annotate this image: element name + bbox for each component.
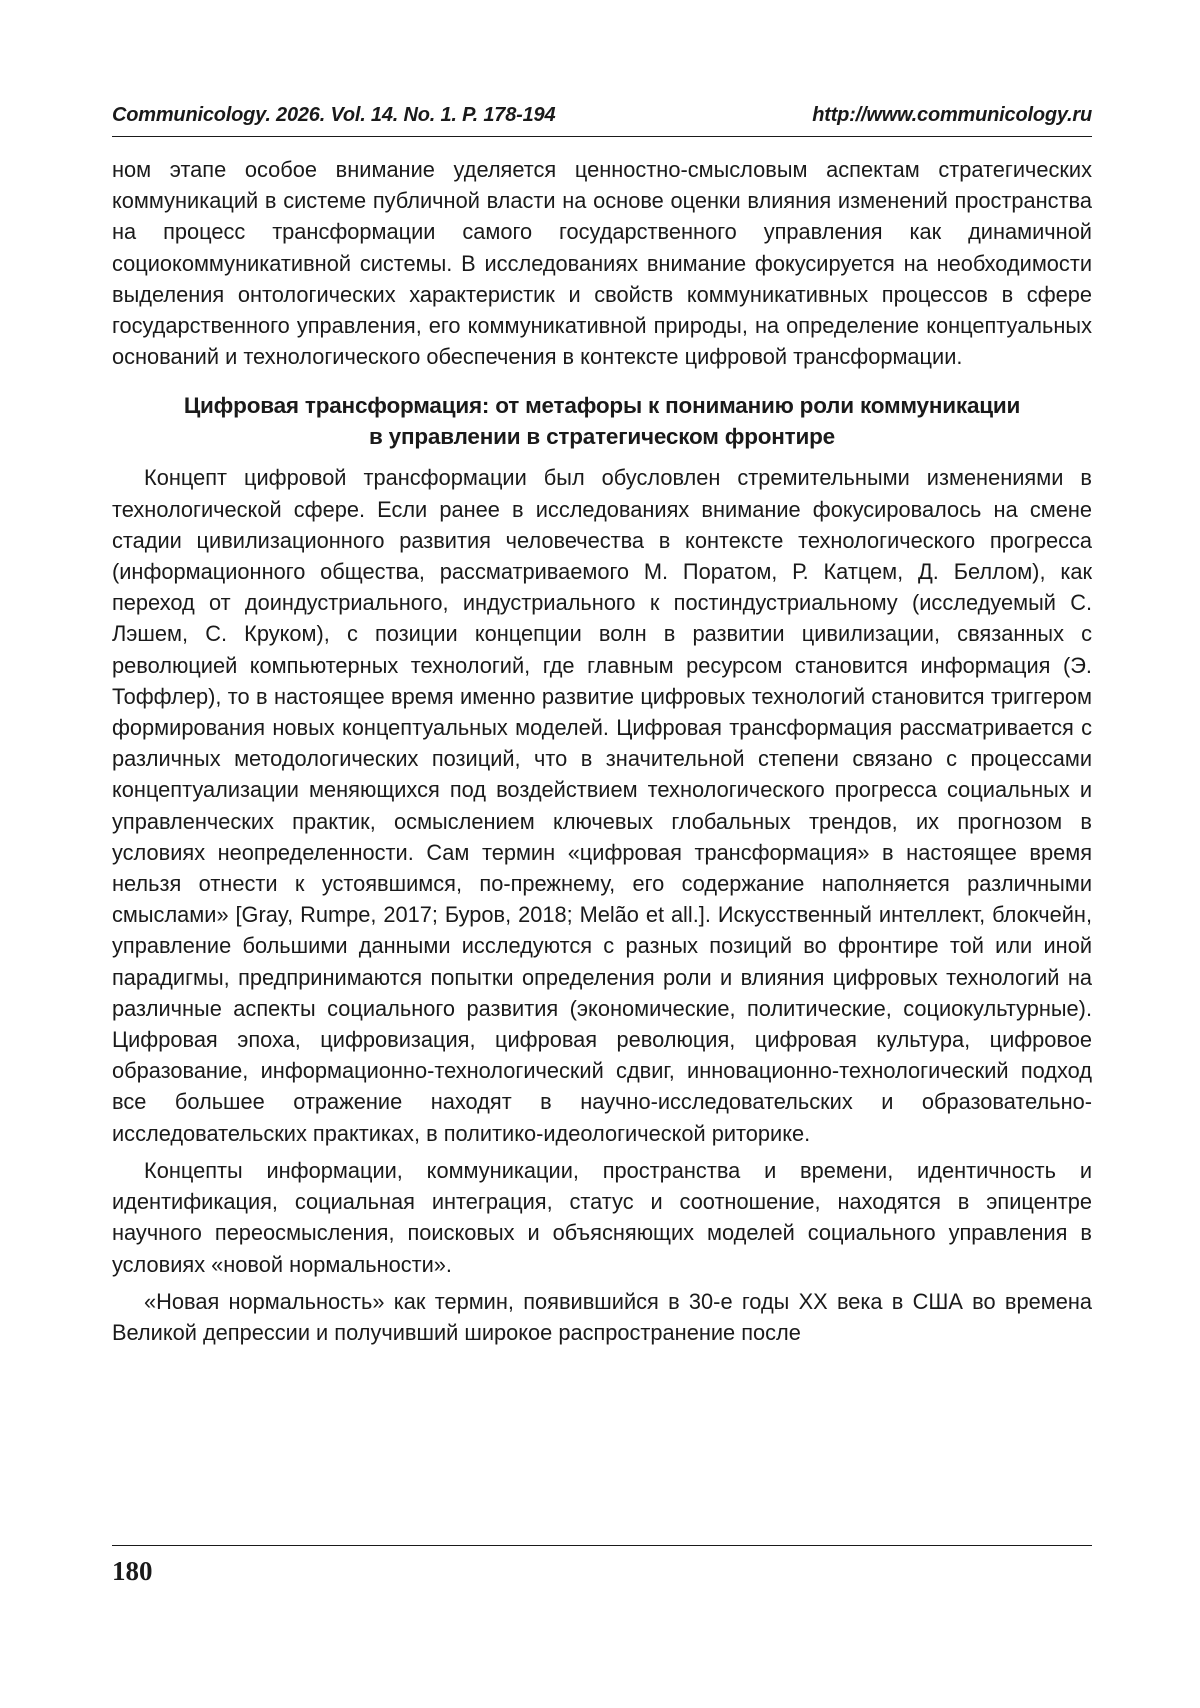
paragraph-1: Концепт цифровой трансформации был обусловлен стремительными изменениями в технологической сфере. Если ранее в исследованиях внимание фокусировалось на смене стадии цивилизационного развития человечества в контексте технологического прогресса (информационного общества, рассматриваемого М. Поратом, Р. Катцем, Д. Беллом), как переход от доиндустриального, индустриального к постиндустриальному (исследуемый С. Лэшем, С. Круком), с позиции концепции волн в развитии цивилизации, связанных с революцией компьютерных технологий, где главным ресурсом становится информация (Э. Тоффлер), то в настоящее время именно развитие цифровых технологий становится триггером формирования новых концептуальных моделей. Цифровая трансформация рассматривается с различных методологических позиций, что в значительной степени связано с процессами концептуализации меняющихся под воздействием технологического прогресса социальных и управленческих практик, осмыслением ключевых глобальных трендов, их прогнозом в условиях неопределенности. Сам термин «цифровая трансформация» в настоящее время нельзя отнести к устоявшимся, по-прежнему, его содержание наполняется различными смыслами» [Gray, Rumpe, 2017; Буров, 2018; Melão et all.]. Искусственный интеллект, блокчейн, управление большими данными исследуются с разных позиций во фронтире той или иной парадигмы, предпринимаются попытки определения роли и влияния цифровых технологий на различные аспекты социального развития (экономические, политические, социокультурные). Цифровая эпоха, цифровизация, цифровая революция, цифровая культура, цифровое образование, информационно-технологический сдвиг, инновационно-технологический подход все большее отражение находят в научно-исследовательских и образовательно-исследовательских практиках, в политико-идеологической риторике. <box>112 465 1092 1146</box>
intro-paragraph: ном этапе особое внимание уделяется ценностно-смысловым аспектам стратегических коммуникаций в системе публичной власти на основе оценки влияния изменений пространства на процесс трансформации самого государственного управления как динамичной социокоммуникативной системы. В исследованиях внимание фокусируется на необходимости выделения онтологических характеристик и свойств коммуникативных процессов в сфере государственного управления, его коммуникативной природы, на определение концептуальных оснований и технологического обеспечения в контексте цифровой трансформации. <box>112 157 1092 370</box>
paragraph-2: Концепты информации, коммуникации, пространства и времени, идентичность и идентификация, социальная интеграция, статус и соотношение, находятся в эпицентре научного переосмысления, поисковых и объясняющих моделей социального управления в условиях «новой нормальности». <box>112 1157 1092 1277</box>
footer-divider <box>112 1545 1092 1546</box>
page-number: 180 <box>112 1556 153 1586</box>
journal-reference: Communicology. 2026. Vol. 14. No. 1. P. 178-194 <box>112 104 556 126</box>
paragraph-3: «Новая нормальность» как термин, появившийся в 30-е годы XX века в США во времена Великой депрессии и получивший широкое распространение после <box>112 1288 1092 1345</box>
journal-url[interactable]: http://www.communicology.ru <box>812 104 1092 126</box>
running-header <box>112 104 1092 127</box>
header-divider <box>112 136 1092 137</box>
section-title-line-2: в управлении в стратегическом фронтире <box>369 424 835 450</box>
section-title <box>112 390 1092 452</box>
article-body <box>112 154 1092 1348</box>
section-title-line-1: Цифровая трансформация: от метафоры к пониманию роли коммуникации <box>183 393 1021 419</box>
